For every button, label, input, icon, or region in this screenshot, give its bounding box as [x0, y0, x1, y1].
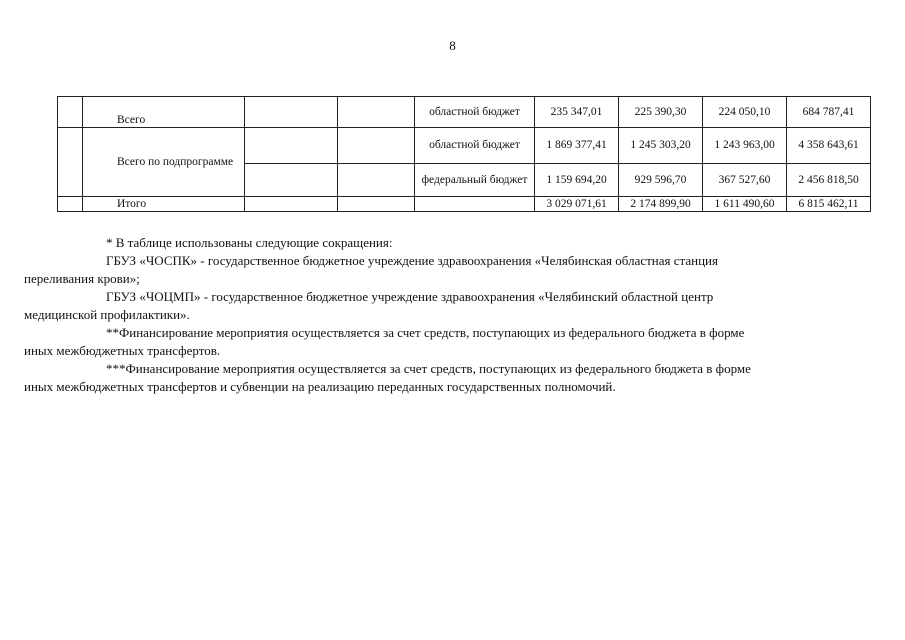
value-cell: 1 245 303,20	[619, 128, 703, 164]
table-cell	[245, 197, 338, 212]
footnote-double-star-cont: иных межбюджетных трансфертов.	[24, 343, 221, 358]
table-cell	[58, 128, 83, 197]
value-cell: 6 815 462,11	[787, 197, 871, 212]
value-cell: 224 050,10	[703, 97, 787, 128]
footnote-intro: * В таблице использованы следующие сокращения:	[106, 235, 393, 250]
value-cell: 1 159 694,20	[535, 164, 619, 197]
value-cell: 2 456 818,50	[787, 164, 871, 197]
value-cell: 684 787,41	[787, 97, 871, 128]
table-cell	[58, 97, 83, 128]
table-cell	[245, 128, 338, 164]
table-cell	[338, 97, 415, 128]
budget-table	[57, 96, 871, 212]
table-cell	[58, 197, 83, 212]
table-cell	[338, 164, 415, 197]
footnotes	[24, 234, 866, 396]
footnote-abbreviation-chospk-cont: переливания крови»;	[24, 271, 140, 286]
table-cell	[245, 97, 338, 128]
footnote-abbreviation-chocmp-cont: медицинской профилактики».	[24, 307, 190, 322]
page-number: 8	[449, 38, 456, 53]
value-cell: 2 174 899,90	[619, 197, 703, 212]
row-label: Всего	[83, 97, 245, 128]
table-row	[58, 197, 871, 212]
table-cell	[338, 197, 415, 212]
value-cell: 235 347,01	[535, 97, 619, 128]
value-cell: 1 611 490,60	[703, 197, 787, 212]
footnote-double-star: **Финансирование мероприятия осуществляется за счет средств, поступающих из федерального бюджета в форме	[106, 325, 745, 340]
source-cell: областной бюджет	[415, 128, 535, 164]
value-cell: 4 358 643,61	[787, 128, 871, 164]
table-row	[58, 128, 871, 164]
source-cell: областной бюджет	[415, 97, 535, 128]
value-cell: 1 243 963,00	[703, 128, 787, 164]
value-cell: 929 596,70	[619, 164, 703, 197]
footnote-triple-star: ***Финансирование мероприятия осуществляется за счет средств, поступающих из федерального бюджета в форме	[106, 361, 751, 376]
table-cell	[245, 164, 338, 197]
source-cell: федеральный бюджет	[415, 164, 535, 197]
value-cell: 225 390,30	[619, 97, 703, 128]
footnote-abbreviation-chospk: ГБУЗ «ЧОСПК» - государственное бюджетное учреждение здравоохранения «Челябинская областная станция	[106, 253, 718, 268]
value-cell: 1 869 377,41	[535, 128, 619, 164]
table-row	[58, 97, 871, 128]
footnote-triple-star-cont: иных межбюджетных трансфертов и субвенции на реализацию переданных государственных полномочий.	[24, 379, 616, 394]
row-label: Итого	[83, 197, 245, 212]
value-cell: 367 527,60	[703, 164, 787, 197]
source-cell	[415, 197, 535, 212]
value-cell: 3 029 071,61	[535, 197, 619, 212]
table-cell	[338, 128, 415, 164]
footnote-abbreviation-chocmp: ГБУЗ «ЧОЦМП» - государственное бюджетное учреждение здравоохранения «Челябинский областной центр	[106, 289, 714, 304]
row-label: Всего по подпрограмме	[83, 128, 245, 197]
